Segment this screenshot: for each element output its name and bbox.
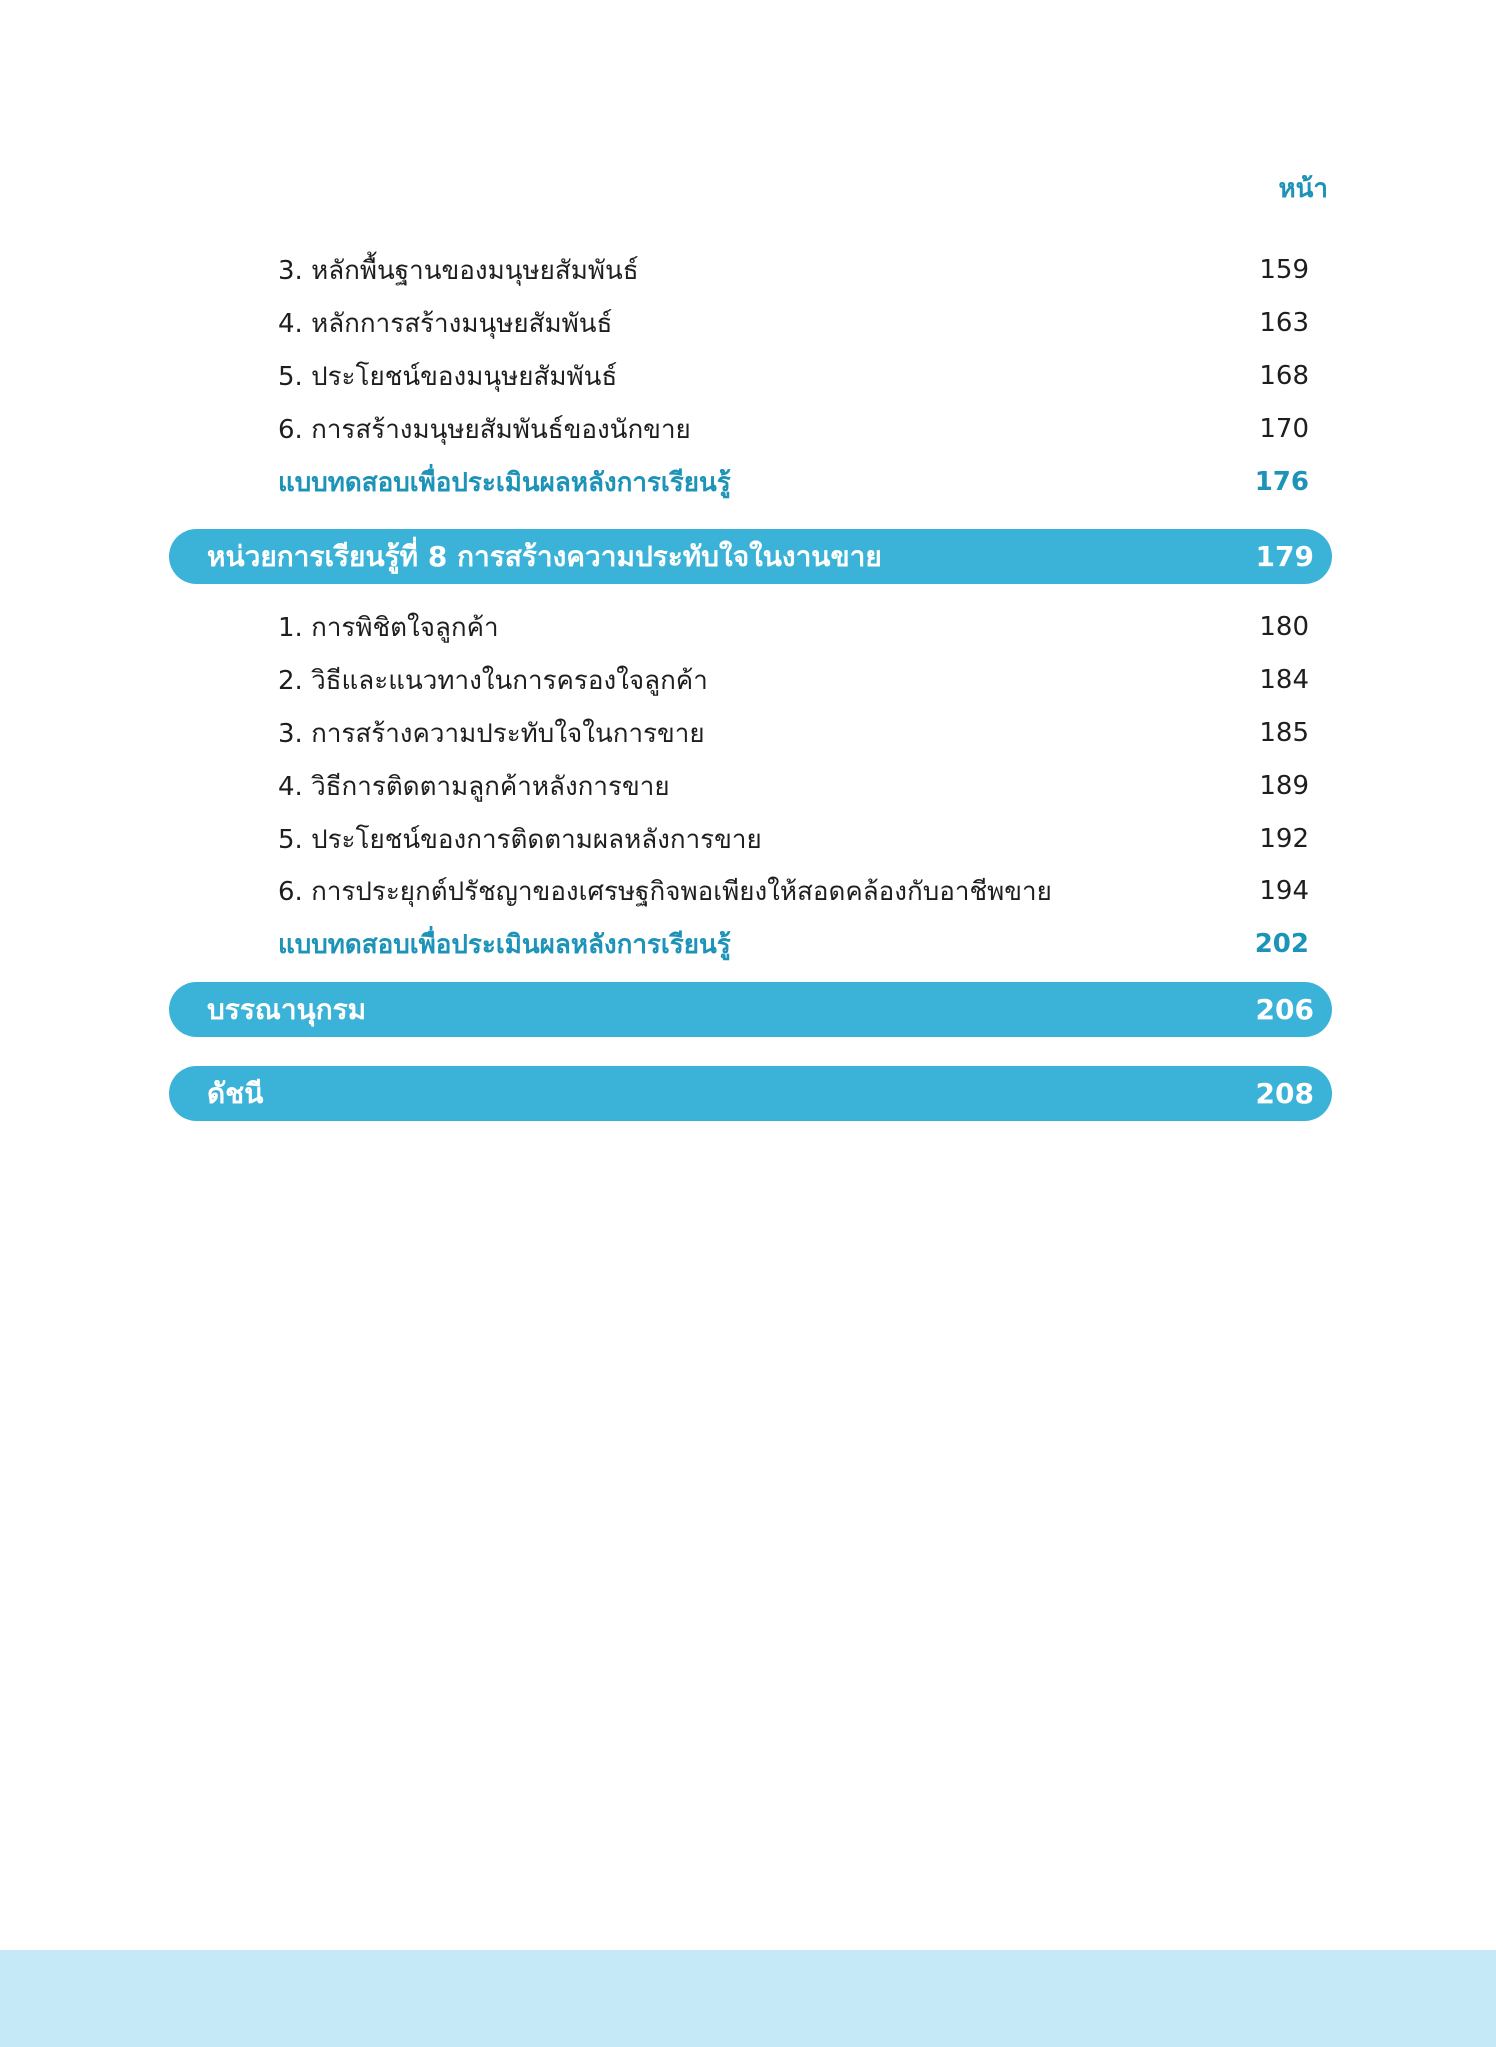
toc-item-title: 6. การประยุกต์ปรัชญาของเศรษฐกิจพอเพียงให้สอดคล้องกับอาชีพขาย [278,876,1052,907]
unit-8-title: หน่วยการเรียนรู้ที่ 8 การสร้างความประทับใจในงานขาย [207,539,882,573]
toc-quiz-title: แบบทดสอบเพื่อประเมินผลหลังการเรียนรู้ [278,929,731,960]
toc-item-page: 180 [1259,612,1309,642]
toc-item-title: 6. การสร้างมนุษยสัมพันธ์ของนักขาย [278,414,691,445]
toc-item[interactable] [278,711,1309,755]
toc-item-page: 189 [1259,771,1309,801]
bibliography-heading[interactable] [169,982,1332,1037]
toc-item-page: 185 [1259,718,1309,748]
toc-item[interactable] [278,248,1309,292]
toc-item-page: 163 [1259,308,1309,338]
toc-item-page: 192 [1259,824,1309,854]
toc-quiz-item[interactable] [278,922,1309,966]
page-column-label: หน้า [1278,174,1328,204]
toc-item-title: 2. วิธีและแนวทางในการครองใจลูกค้า [278,665,708,696]
toc-item-title: 4. วิธีการติดตามลูกค้าหลังการขาย [278,771,670,802]
toc-quiz-item[interactable] [278,460,1309,504]
toc-item[interactable] [278,869,1309,913]
toc-quiz-title: แบบทดสอบเพื่อประเมินผลหลังการเรียนรู้ [278,467,731,498]
toc-item-page: 168 [1259,361,1309,391]
toc-item-title: 3. หลักพื้นฐานของมนุษยสัมพันธ์ [278,255,639,286]
toc-quiz-page: 176 [1254,467,1309,497]
unit-8-heading[interactable] [169,529,1332,584]
toc-item-title: 1. การพิชิตใจลูกค้า [278,612,499,643]
bibliography-page: 206 [1255,993,1314,1026]
index-heading[interactable] [169,1066,1332,1121]
toc-item[interactable] [278,764,1309,808]
footer-band [0,1950,1496,2047]
index-title: ดัชนี [207,1076,264,1110]
toc-item-title: 5. ประโยชน์ของมนุษยสัมพันธ์ [278,361,618,392]
toc-item[interactable] [278,354,1309,398]
toc-item-title: 5. ประโยชน์ของการติดตามผลหลังการขาย [278,824,762,855]
toc-item-title: 3. การสร้างความประทับใจในการขาย [278,718,705,749]
toc-item-title: 4. หลักการสร้างมนุษยสัมพันธ์ [278,308,613,339]
toc-quiz-page: 202 [1254,929,1309,959]
bibliography-title: บรรณานุกรม [207,992,367,1026]
toc-item[interactable] [278,605,1309,649]
toc-item[interactable] [278,817,1309,861]
toc-item-page: 194 [1259,876,1309,906]
toc-item[interactable] [278,407,1309,451]
index-page: 208 [1255,1077,1314,1110]
toc-item-page: 159 [1259,255,1309,285]
toc-item-page: 170 [1259,414,1309,444]
toc-item[interactable] [278,658,1309,702]
unit-8-page: 179 [1255,540,1314,573]
toc-item[interactable] [278,301,1309,345]
toc-item-page: 184 [1259,665,1309,695]
